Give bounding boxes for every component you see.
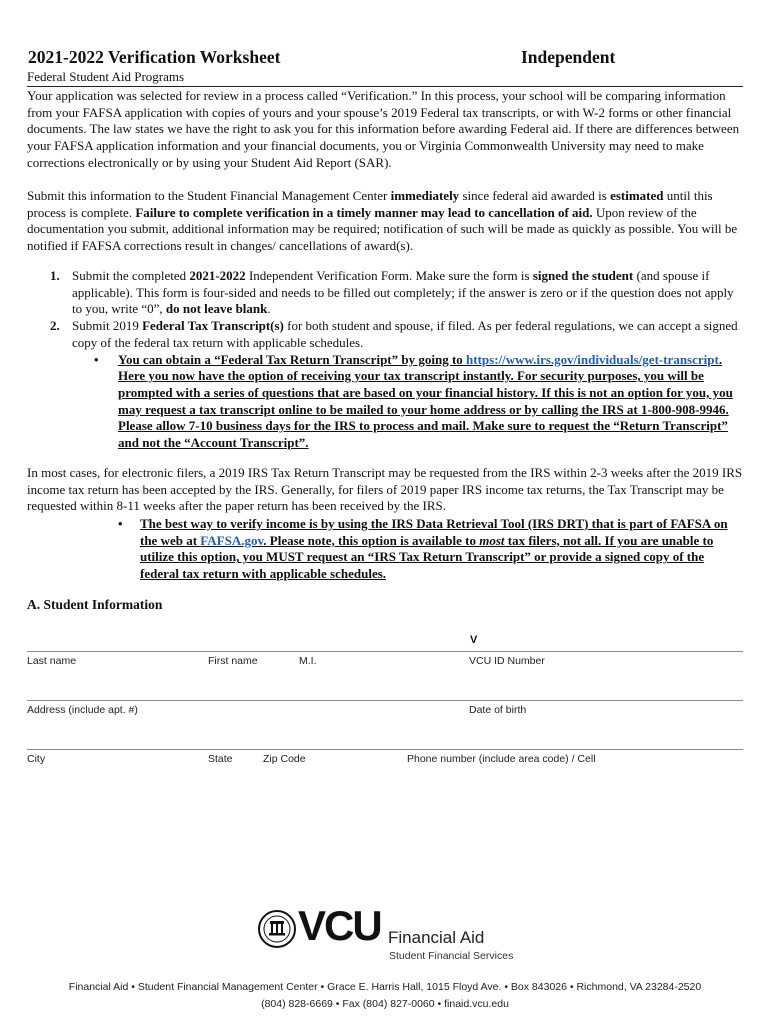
step-2: 2. Submit 2019 Federal Tax Transcript(s) for both student and spouse, if filed. As per federal regulations, we can accept a signed copy of the federal tax return with applicable schedules. [50, 318, 738, 350]
step-2-number: 2. [50, 318, 60, 334]
transcript-bullet: • You can obtain a “Federal Tax Return Transcript” by going to https://www.irs.gov/individuals/get-transcript. Here you now have the option of receiving your tax transcript instantly. For security purposes, you will be prompted with a series of questions that are based on your financial history. If this is not an option for you, you may request a tax transcript online to be mailed to your home address or by calling the IRS at 1-800-908-9946. Please allow 7-10 business days for the IRS to process and mail. Make sure to request the “Return Transcript” and not the “Account Transcript”. [94, 351, 733, 451]
worksheet-title: 2021-2022 Verification Worksheet [28, 47, 281, 67]
drt-bullet: • The best way to verify income is by using the IRS Data Retrieval Tool (IRS DRT) that is part of FAFSA on the web at FAFSA.gov. Please note, this option is available to most tax filers, not all. If you are unable to utilize this option, you MUST request an “IRS Tax Return Transcript” or provide a signed copy of the federal tax return with applicable schedules. [118, 516, 728, 582]
submit-paragraph: Submit this information to the Student Financial Management Center immediately since federal aid awarded is estimated until this process is complete. Failure to complete verification in a timely manner may lead to cancellation of aid. Upon review of the documentation you submit, additional information may be required; notification of such will be made as quickly as possible. You will be notified if FAFSA corrections result in changes/ cancellations of award(s). [27, 188, 738, 254]
vcu-id-prefix: V [470, 634, 478, 646]
irs-transcript-link[interactable]: https://www.irs.gov/individuals/get-transcript [466, 351, 719, 367]
logo-student-financial-services: Student Financial Services [389, 950, 514, 962]
city-label: City [27, 753, 46, 765]
step-1-number: 1. [50, 268, 60, 283]
row1-field-line[interactable] [27, 651, 743, 652]
steps-list [27, 268, 743, 452]
intro-paragraph: Your application was selected for review in a process called “Verification.” In this process, your school will be comparing information from your FAFSA application with copies of yours and your spouse’s 2019 Federal tax transcripts, or with W-2 forms or other financial documents. The law states we have the right to ask you for this information before awarding Federal aid. If there are differences between your FAFSA application information and your financial documents, you or Virginia Commonwealth University may need to make corrections electronically or by using your Student Aid Report (SAR). [27, 88, 740, 170]
row3-field-line[interactable] [27, 749, 743, 750]
filer-type: Independent [521, 47, 616, 67]
emphasis-estimated: estimated [610, 188, 664, 203]
header-divider [27, 86, 743, 87]
fafsa-link[interactable]: FAFSA.gov [200, 532, 264, 548]
zip-code-label: Zip Code [263, 753, 306, 765]
last-name-label: Last name [27, 655, 77, 667]
first-name-label: First name [208, 655, 258, 667]
emphasis-immediately: immediately [390, 188, 460, 203]
emphasis-failure-warning: Failure to complete verification in a timely manner may lead to cancellation of aid. [135, 204, 593, 220]
logo-financial-aid: Financial Aid [388, 928, 485, 947]
bullet-icon: • [118, 516, 123, 531]
worksheet-subtitle: Federal Student Aid Programs [27, 69, 185, 84]
vcu-financial-aid-logo [258, 902, 538, 966]
state-label: State [208, 753, 233, 765]
vcu-logo-letters: VCU [298, 902, 381, 949]
bullet-icon: • [94, 351, 99, 367]
footer-contact: (804) 828-6669 • Fax (804) 827-0060 • finaid.vcu.edu [261, 998, 509, 1010]
footer-address: Financial Aid • Student Financial Management Center • Grace E. Harris Hall, 1015 Floyd Ave. • Box 843026 • Richmond, VA 23284-2520 [68, 981, 702, 993]
address-label: Address (include apt. #) [27, 704, 138, 716]
irs-timing-paragraph: In most cases, for electronic filers, a 2019 IRS Tax Return Transcript may be requested from the IRS within 2-3 weeks after the 2019 IRS income tax return has been accepted by the IRS. Generally, for filers of 2019 paper IRS income tax returns, the Tax Transcript may be requested within 8-11 weeks after the paper return has been received by the IRS. [27, 465, 743, 514]
phone-label: Phone number (include area code) / Cell [407, 753, 596, 765]
middle-initial-label: M.I. [299, 655, 317, 667]
vcu-id-label: VCU ID Number [469, 655, 545, 667]
section-a-heading: A. Student Information [27, 597, 163, 612]
row2-field-line[interactable] [27, 700, 743, 701]
step-1: 1. Submit the completed 2021-2022 Independent Verification Form. Make sure the form is signed the student (and spouse if applicable). This form is four-sided and needs to be filled out completely; if the answer is zero or if the question does not apply to you, write “0”, do not leave blank. [50, 268, 734, 317]
date-of-birth-label: Date of birth [469, 704, 527, 716]
